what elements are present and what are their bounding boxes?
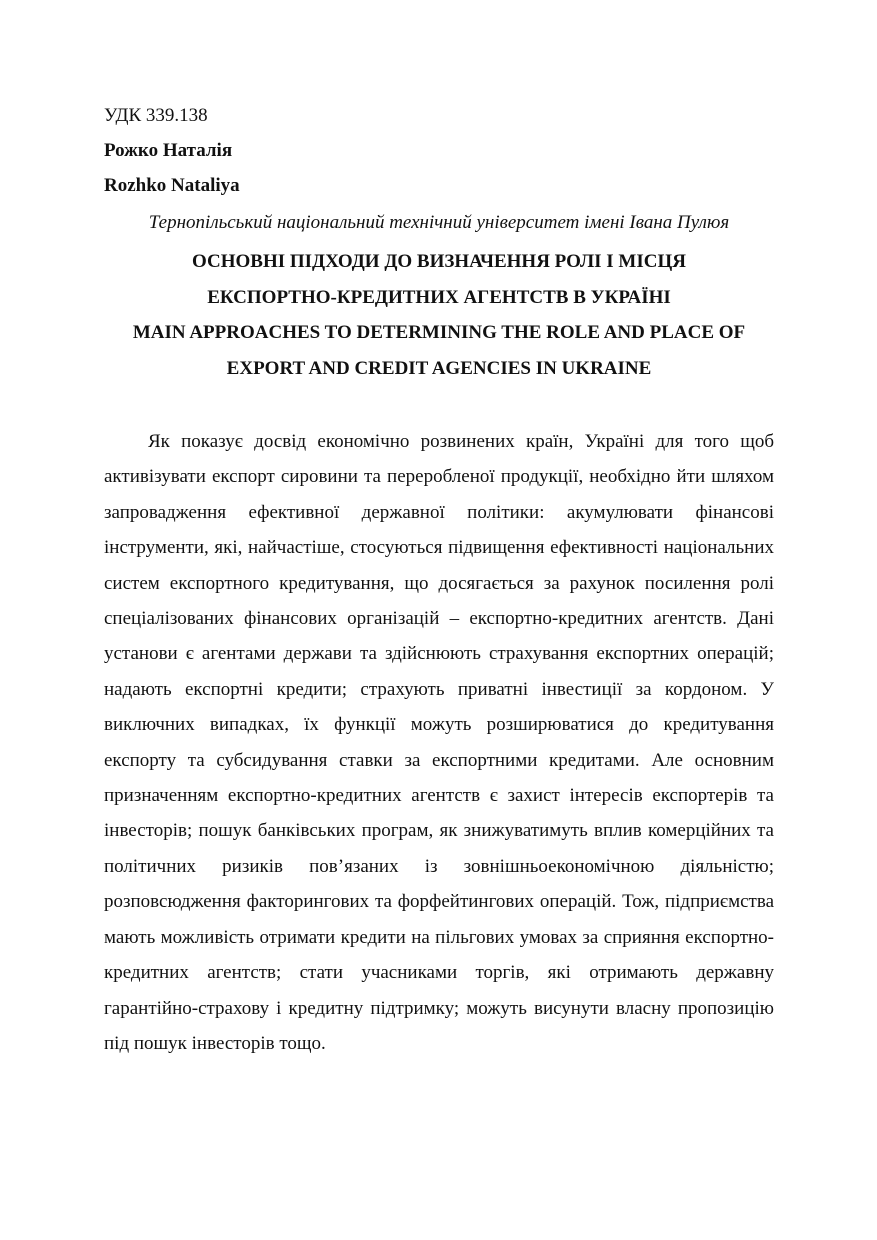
- paper-title: [104, 244, 774, 386]
- udc-code: УДК 339.138: [104, 105, 208, 126]
- title-english-line-1: MAIN APPROACHES TO DETERMINING THE ROLE AND PLACE OF: [132, 322, 746, 343]
- title-ukrainian-line-2: ЕКСПОРТНО-КРЕДИТНИХ АГЕНТСТВ В УКРАЇНІ: [207, 286, 671, 308]
- author-name-ukrainian: Рожко Наталія: [104, 140, 233, 161]
- title-ukrainian-line-1: ОСНОВНІ ПІДХОДИ ДО ВИЗНАЧЕННЯ РОЛІ І МІСЦЯ: [192, 251, 686, 272]
- author-affiliation: Тернопільський національний технічний університет імені Івана Пулюя: [148, 212, 730, 233]
- author-name-english: Rozhko Nataliya: [104, 175, 240, 196]
- title-english-line-2: EXPORT AND CREDIT AGENCIES IN UKRAINE: [226, 357, 652, 379]
- body-paragraph: Як показує досвід економічно розвинених країн, Україні для того щоб активізувати експорт сировини та переробленої продукції, необхідно йти шляхом запровадження ефективної державної політики: акумулювати фінансові інструменти, які, найчастіше, стосуються підвищення ефективності національних систем експортного кредитування, що досягається за рахунок посилення ролі спеціалізованих фінансових організацій – експортно-кредитних агентств. Дані установи є агентами держави та здійснюють страхування експортних операцій; надають експортні кредити; страхують приватні інвестиції за кордоном. У виключних випадках, їх функції можуть розширюватися до кредитування експорту та субсидування ставки за експортними кредитами. Але основним призначенням експортно-кредитних агентств є захист інтересів експортерів та інвесторів; пошук банківських програм, як знижуватимуть вплив комерційних та політичних ризиків пов’язаних із зовнішньоекономічною діяльністю; розповсюдження факторингових та форфейтингових операцій. Тож, підприємства мають можливість отримати кредити на пільгових умовах за сприяння експортно-кредитних агентств; стати учасниками торгів, які отримають державну гарантійно-страхову і кредитну підтримку; можуть висунути власну пропозицію під пошук інвесторів тощо.: [104, 431, 774, 1054]
